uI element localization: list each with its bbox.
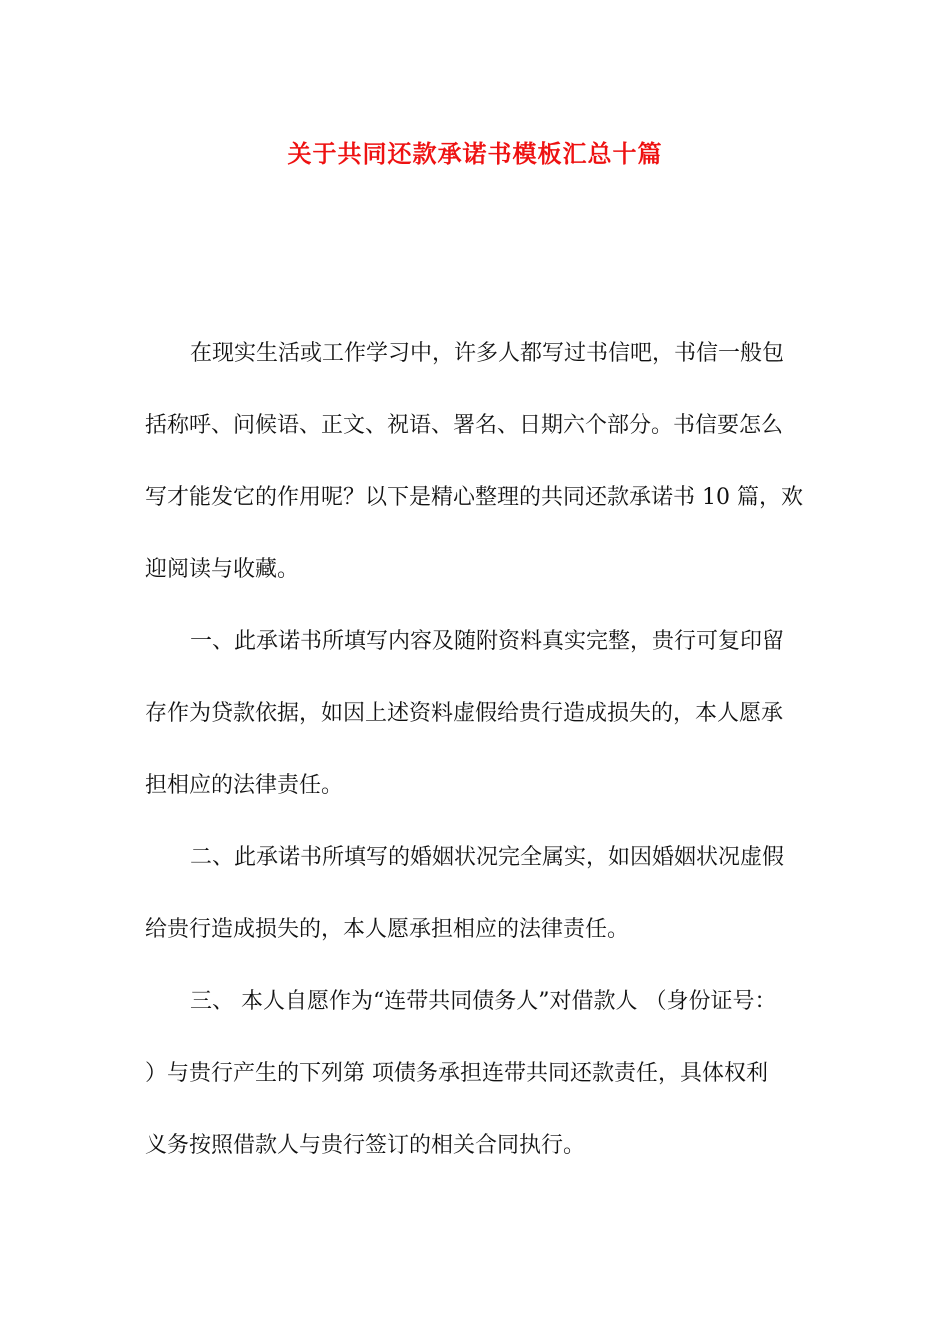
paragraph-line: 写才能发它的作用呢？以下是精心整理的共同还款承诺书 10 篇，欢 — [145, 485, 803, 510]
paragraph-clause-1 — [145, 606, 815, 822]
paragraph-line: 在现实生活或工作学习中，许多人都写过书信吧，书信一般包 — [190, 341, 785, 366]
paragraph-line: 括称呼、问候语、正文、祝语、署名、日期六个部分。书信要怎么 — [145, 413, 784, 438]
paragraph-line: 三、 本人自愿作为“连带共同债务人”对借款人 （身份证号： — [190, 989, 777, 1014]
paragraph-line: 二、此承诺书所填写的婚姻状况完全属实，如因婚姻状况虚假 — [190, 845, 785, 870]
paragraph-line: 义务按照借款人与贵行签订的相关合同执行。 — [145, 1133, 586, 1158]
paragraph-line: ）与贵行产生的下列第 项债务承担连带共同还款责任，具体权利 — [145, 1061, 768, 1086]
document-body — [145, 318, 815, 1182]
paragraph-line: 担相应的法律责任。 — [145, 773, 344, 798]
paragraph-clause-3 — [145, 966, 815, 1182]
paragraph-line: 一、此承诺书所填写内容及随附资料真实完整，贵行可复印留 — [190, 629, 785, 654]
paragraph-intro — [145, 318, 815, 606]
paragraph-clause-2 — [145, 822, 815, 966]
document-title: 关于共同还款承诺书模板汇总十篇 — [287, 139, 663, 168]
paragraph-line: 迎阅读与收藏。 — [145, 557, 300, 582]
paragraph-line: 存作为贷款依据，如因上述资料虚假给贵行造成损失的，本人愿承 — [145, 701, 784, 726]
paragraph-line: 给贵行造成损失的，本人愿承担相应的法律责任。 — [145, 917, 630, 942]
